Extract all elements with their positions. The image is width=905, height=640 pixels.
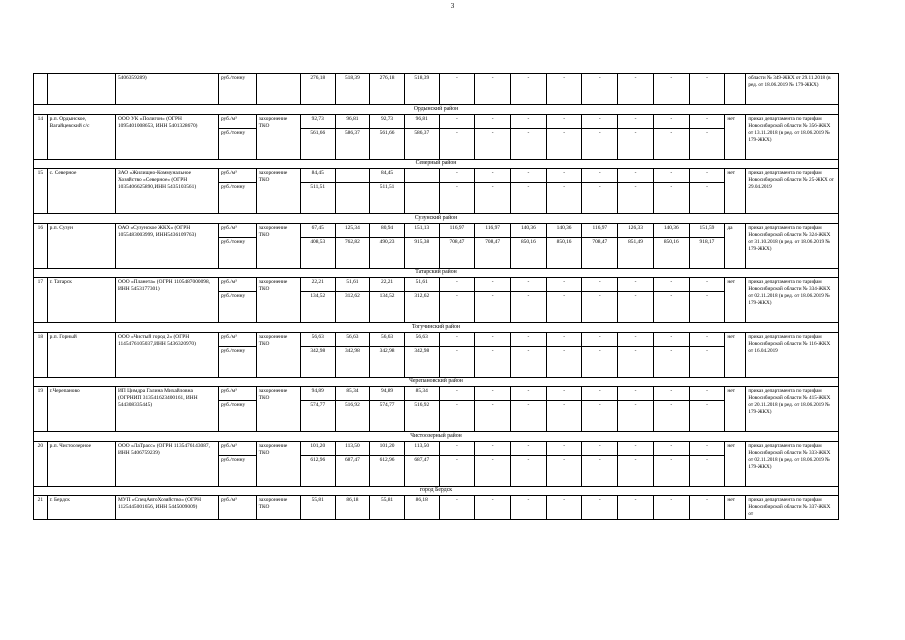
tariff-value: - bbox=[582, 128, 618, 159]
table-row bbox=[34, 441, 839, 455]
locality: р.п. Горный bbox=[47, 332, 115, 377]
tariff-value: - bbox=[618, 387, 654, 401]
unit: руб./тонну bbox=[218, 128, 256, 159]
tariff-value: 113,50 bbox=[404, 441, 439, 455]
tariff-value: 342,98 bbox=[404, 346, 439, 377]
tariff-value: 850,16 bbox=[511, 237, 547, 268]
activity: захоронение ТКО bbox=[256, 278, 300, 323]
locality: г.Черепаново bbox=[47, 387, 115, 432]
legal-basis: приказ департамента по тарифам Новосибирской области № 415-ЖКХ от 20.11.2018 (в ред. от 18.06.2019 № 179-ЖКХ) bbox=[746, 387, 839, 432]
activity bbox=[256, 74, 300, 105]
tariff-value: 86,18 bbox=[404, 496, 439, 520]
tariff-value: - bbox=[439, 387, 475, 401]
tariff-value: 516,92 bbox=[404, 401, 439, 432]
row-number: 17 bbox=[34, 278, 48, 323]
tariff-value: - bbox=[689, 169, 725, 183]
vat: нет bbox=[725, 278, 746, 323]
tariff-value: - bbox=[475, 455, 511, 486]
tariff-value: - bbox=[582, 496, 618, 520]
vat: нет bbox=[725, 441, 746, 486]
tariff-value: - bbox=[439, 278, 475, 292]
row-number: 20 bbox=[34, 441, 48, 486]
tariff-value: 94,89 bbox=[370, 387, 405, 401]
unit: руб./тонну bbox=[218, 74, 256, 105]
locality bbox=[47, 74, 115, 105]
tariff-value: - bbox=[618, 455, 654, 486]
unit: руб./м³ bbox=[218, 169, 256, 183]
vat: нет bbox=[725, 332, 746, 377]
tariff-value: - bbox=[689, 387, 725, 401]
legal-basis: приказ департамента по тарифам Новосибирской области № 334-ЖКХ от 02.11.2018 (в ред. от 18.06.2019 № 179-ЖКХ) bbox=[746, 278, 839, 323]
tariff-value: 511,51 bbox=[300, 183, 335, 214]
tariff-value: 101,20 bbox=[300, 441, 335, 455]
tariff-value: - bbox=[511, 292, 547, 323]
tariff-value: 84,45 bbox=[370, 169, 405, 183]
legal-basis: приказ департамента по тарифам Новосибирской области № 356-ЖКХ от 13.11.2018 (в ред. от 18.06.2019 № 179-ЖКХ) bbox=[746, 114, 839, 159]
tariff-value: 51,61 bbox=[404, 278, 439, 292]
tariff-value: - bbox=[689, 346, 725, 377]
tariff-value: 51,61 bbox=[335, 278, 370, 292]
table-row bbox=[34, 114, 839, 128]
tariff-value: 80,94 bbox=[370, 223, 405, 237]
tariff-value: - bbox=[546, 496, 582, 520]
tariff-value: 708,47 bbox=[439, 237, 475, 268]
tariff-value bbox=[404, 169, 439, 183]
tariff-value: - bbox=[546, 332, 582, 346]
unit: руб./тонну bbox=[218, 183, 256, 214]
tariff-value bbox=[335, 183, 370, 214]
unit: руб./м³ bbox=[218, 332, 256, 346]
tariff-value: 101,20 bbox=[370, 441, 405, 455]
tariff-value: 134,52 bbox=[370, 292, 405, 323]
locality: р.п. Сузун bbox=[47, 223, 115, 268]
tariff-value: - bbox=[546, 169, 582, 183]
legal-basis: приказ департамента по тарифам Новосибирской области № 25-ЖКХ от 29.04.2019 bbox=[746, 169, 839, 214]
tariff-value: - bbox=[582, 74, 618, 105]
tariff-value: - bbox=[511, 169, 547, 183]
tariff-value: 55,81 bbox=[300, 496, 335, 520]
tariff-value: 67,45 bbox=[300, 223, 335, 237]
tariff-value: - bbox=[653, 401, 689, 432]
tariff-value: 125,34 bbox=[335, 223, 370, 237]
tariff-value: - bbox=[653, 346, 689, 377]
activity: захоронение ТКО bbox=[256, 223, 300, 268]
tariff-value: 140,36 bbox=[653, 223, 689, 237]
row-number bbox=[34, 74, 48, 105]
tariff-value: - bbox=[582, 346, 618, 377]
tariff-value: 708,47 bbox=[582, 237, 618, 268]
tariff-value: - bbox=[546, 74, 582, 105]
activity: захоронение ТКО bbox=[256, 496, 300, 520]
tariff-value: 561,66 bbox=[300, 128, 335, 159]
tariff-value: - bbox=[582, 292, 618, 323]
tariff-value: - bbox=[475, 387, 511, 401]
tariff-value: - bbox=[439, 128, 475, 159]
tariff-value: - bbox=[475, 441, 511, 455]
tariff-value: - bbox=[475, 346, 511, 377]
tariff-value: - bbox=[618, 292, 654, 323]
legal-basis: приказ департамента по тарифам Новосибирской области № 337-ЖКХ от bbox=[746, 496, 839, 520]
tariff-value: 574,77 bbox=[300, 401, 335, 432]
tariff-value: 518,39 bbox=[335, 74, 370, 105]
tariff-value: 116,97 bbox=[439, 223, 475, 237]
row-number: 15 bbox=[34, 169, 48, 214]
tariff-value: - bbox=[689, 455, 725, 486]
tariff-value: - bbox=[582, 455, 618, 486]
tariff-value: 85,34 bbox=[404, 387, 439, 401]
table-row bbox=[34, 387, 839, 401]
tariff-value: - bbox=[582, 278, 618, 292]
unit: руб./тонну bbox=[218, 237, 256, 268]
tariff-value: 312,62 bbox=[335, 292, 370, 323]
locality: г. Бердск bbox=[47, 496, 115, 520]
district-name: Северный район bbox=[34, 159, 839, 169]
legal-basis: приказ департамента по тарифам Новосибирской области № 333-ЖКХ от 02.11.2018 (в ред. от 18.06.2019 № 179-ЖКХ) bbox=[746, 441, 839, 486]
tariff-value: 918,17 bbox=[689, 237, 725, 268]
organization: ОАО «Сузунское ЖКХ» (ОГРН 1055483003999, ИНН5436109763) bbox=[115, 223, 218, 268]
tariff-value: - bbox=[475, 74, 511, 105]
tariff-value: - bbox=[475, 401, 511, 432]
tariff-value: - bbox=[439, 401, 475, 432]
tariff-value: - bbox=[475, 496, 511, 520]
tariff-value: 561,66 bbox=[370, 128, 405, 159]
tariff-value: - bbox=[653, 114, 689, 128]
tariff-value: - bbox=[653, 292, 689, 323]
vat bbox=[725, 74, 746, 105]
tariff-value: - bbox=[439, 346, 475, 377]
activity: захоронение ТКО bbox=[256, 169, 300, 214]
tariff-value: 96,81 bbox=[404, 114, 439, 128]
district-header-row bbox=[34, 486, 839, 496]
organization: ЗАО «Жилищно-Коммунальное Хозяйство «Северное» (ОГРН 1035406625890,ИНН 5435103561) bbox=[115, 169, 218, 214]
tariff-value: 408,53 bbox=[300, 237, 335, 268]
tariff-value: 113,50 bbox=[335, 441, 370, 455]
activity: захоронение ТКО bbox=[256, 441, 300, 486]
district-header-row bbox=[34, 268, 839, 278]
tariff-value: 850,16 bbox=[653, 237, 689, 268]
tariff-value: - bbox=[439, 441, 475, 455]
unit: руб./тонну bbox=[218, 401, 256, 432]
legal-basis: области № 349-ЖКХ от 29.11.2018 (в ред. от 18.06.2019 № 179-ЖКХ) bbox=[746, 74, 839, 105]
tariff-value: - bbox=[439, 114, 475, 128]
tariff-value: 56,63 bbox=[370, 332, 405, 346]
district-header-row bbox=[34, 105, 839, 115]
tariff-value bbox=[335, 169, 370, 183]
district-header-row bbox=[34, 214, 839, 224]
organization: ИП Цимдра Галина Михайловна (ОГРНИП 313541623400161, ИНН 544308335445) bbox=[115, 387, 218, 432]
tariff-value: - bbox=[618, 74, 654, 105]
tariff-value: - bbox=[546, 278, 582, 292]
page-number: 3 bbox=[450, 2, 455, 10]
tariff-value: - bbox=[546, 441, 582, 455]
tariff-value: - bbox=[511, 387, 547, 401]
tariff-value: 511,51 bbox=[370, 183, 405, 214]
organization: 5406359289) bbox=[115, 74, 218, 105]
tariff-value: 574,77 bbox=[370, 401, 405, 432]
row-number: 19 bbox=[34, 387, 48, 432]
tariff-value: 22,21 bbox=[370, 278, 405, 292]
tariff-value: - bbox=[653, 278, 689, 292]
tariff-value: 276,18 bbox=[300, 74, 335, 105]
tariff-value: - bbox=[653, 496, 689, 520]
district-name: город Бердск bbox=[34, 486, 839, 496]
tariff-value: - bbox=[439, 74, 475, 105]
tariff-value bbox=[404, 183, 439, 214]
tariff-value: 342,98 bbox=[300, 346, 335, 377]
tariff-value: - bbox=[439, 496, 475, 520]
unit: руб./м³ bbox=[218, 278, 256, 292]
activity: захоронение ТКО bbox=[256, 387, 300, 432]
tariff-value: - bbox=[618, 169, 654, 183]
tariff-value: - bbox=[439, 183, 475, 214]
tariff-value: - bbox=[511, 74, 547, 105]
tariff-value: 96,81 bbox=[335, 114, 370, 128]
tariff-value: - bbox=[653, 169, 689, 183]
vat: нет bbox=[725, 496, 746, 520]
activity: захоронение ТКО bbox=[256, 114, 300, 159]
tariff-value: - bbox=[511, 401, 547, 432]
tariff-value: 586,37 bbox=[335, 128, 370, 159]
tariff-value: - bbox=[653, 387, 689, 401]
tariff-value: - bbox=[582, 387, 618, 401]
tariff-value: - bbox=[475, 278, 511, 292]
tariff-value: - bbox=[546, 292, 582, 323]
tariff-value: 85,34 bbox=[335, 387, 370, 401]
row-number: 14 bbox=[34, 114, 48, 159]
tariff-value: - bbox=[582, 114, 618, 128]
tariff-value: - bbox=[475, 169, 511, 183]
row-number: 16 bbox=[34, 223, 48, 268]
tariff-value: 94,89 bbox=[300, 387, 335, 401]
tariff-value: - bbox=[653, 332, 689, 346]
tariff-value: 116,97 bbox=[582, 223, 618, 237]
tariff-value: - bbox=[546, 401, 582, 432]
tariff-value: - bbox=[689, 441, 725, 455]
district-name: Ордынский район bbox=[34, 105, 839, 115]
tariff-value: 151,59 bbox=[689, 223, 725, 237]
tariff-value: 276,18 bbox=[370, 74, 405, 105]
organization: ООО «Планета» (ОГРН 1105487000098, ИНН 5453177301) bbox=[115, 278, 218, 323]
tariff-value: 342,98 bbox=[370, 346, 405, 377]
tariff-value: - bbox=[546, 128, 582, 159]
tariff-value: - bbox=[511, 346, 547, 377]
tariff-value: - bbox=[582, 169, 618, 183]
tariff-value: 55,81 bbox=[370, 496, 405, 520]
tariff-value: - bbox=[511, 455, 547, 486]
vat: нет bbox=[725, 169, 746, 214]
tariff-value: - bbox=[689, 401, 725, 432]
tariff-value: - bbox=[546, 183, 582, 214]
locality: р.п. Чистоозерное bbox=[47, 441, 115, 486]
tariff-value: 56,63 bbox=[335, 332, 370, 346]
row-number: 18 bbox=[34, 332, 48, 377]
tariff-value: - bbox=[439, 455, 475, 486]
tariff-value: 342,98 bbox=[335, 346, 370, 377]
tariff-value: 56,63 bbox=[300, 332, 335, 346]
tariff-value: - bbox=[689, 114, 725, 128]
unit: руб./тонну bbox=[218, 292, 256, 323]
tariff-value: - bbox=[653, 183, 689, 214]
district-name: Сузунский район bbox=[34, 214, 839, 224]
unit: руб./тонну bbox=[218, 346, 256, 377]
unit: руб./м³ bbox=[218, 114, 256, 128]
tariff-value: - bbox=[511, 114, 547, 128]
organization: ООО «Чистый город 2» (ОГРН 1145476105037,ИНН 5436320970) bbox=[115, 332, 218, 377]
tariff-value: 151,13 bbox=[404, 223, 439, 237]
tariff-value: - bbox=[582, 441, 618, 455]
tariff-value: - bbox=[511, 441, 547, 455]
table-row bbox=[34, 223, 839, 237]
tariff-value: - bbox=[475, 292, 511, 323]
tariff-value: - bbox=[618, 128, 654, 159]
district-header-row bbox=[34, 323, 839, 333]
unit: руб./м³ bbox=[218, 496, 256, 520]
table-row bbox=[34, 278, 839, 292]
tariff-value: - bbox=[689, 278, 725, 292]
vat: да bbox=[725, 223, 746, 268]
tariff-value: - bbox=[439, 169, 475, 183]
row-number: 21 bbox=[34, 496, 48, 520]
tariff-value: - bbox=[439, 332, 475, 346]
tariff-value: - bbox=[618, 496, 654, 520]
unit: руб./м³ bbox=[218, 441, 256, 455]
tariff-value: 92,73 bbox=[370, 114, 405, 128]
tariff-value: 850,16 bbox=[546, 237, 582, 268]
district-name: Татарский район bbox=[34, 268, 839, 278]
tariff-value: - bbox=[546, 346, 582, 377]
tariff-value: 86,18 bbox=[335, 496, 370, 520]
tariff-value: - bbox=[475, 332, 511, 346]
locality: г. Татарск bbox=[47, 278, 115, 323]
tariff-value: 490,23 bbox=[370, 237, 405, 268]
tariff-value: 56,63 bbox=[404, 332, 439, 346]
tariff-value: - bbox=[689, 74, 725, 105]
legal-basis: приказ департамента по тарифам Новосибирской области № 324-ЖКХ от 31.10.2018 (в ред. от 18.06.2019 № 179-ЖКХ) bbox=[746, 223, 839, 268]
tariff-value: 134,52 bbox=[300, 292, 335, 323]
table-row bbox=[34, 332, 839, 346]
tariff-value: - bbox=[618, 278, 654, 292]
table-row bbox=[34, 496, 839, 520]
tariff-value: - bbox=[582, 332, 618, 346]
tariff-value: 518,39 bbox=[404, 74, 439, 105]
organization: ООО «ЛаТрасс» (ОГРН 1135476143087, ИНН 5406759239) bbox=[115, 441, 218, 486]
tariff-value: - bbox=[439, 292, 475, 323]
table-row bbox=[34, 74, 839, 105]
district-header-row bbox=[34, 159, 839, 169]
tariff-value: - bbox=[618, 401, 654, 432]
tariff-value: 140,36 bbox=[546, 223, 582, 237]
district-name: Черепановский район bbox=[34, 377, 839, 387]
tariff-table bbox=[33, 73, 839, 520]
tariff-value: - bbox=[546, 387, 582, 401]
vat: нет bbox=[725, 114, 746, 159]
tariff-value: - bbox=[618, 183, 654, 214]
tariff-value: - bbox=[582, 183, 618, 214]
tariff-value: 140,36 bbox=[511, 223, 547, 237]
tariff-value: - bbox=[689, 292, 725, 323]
table-row bbox=[34, 169, 839, 183]
tariff-value: 708,47 bbox=[475, 237, 511, 268]
tariff-value: - bbox=[689, 183, 725, 214]
legal-basis: приказ департамента по тарифам Новосибирской области № 116-ЖКХ от 16.04.2019 bbox=[746, 332, 839, 377]
tariff-value: - bbox=[511, 496, 547, 520]
tariff-value: - bbox=[511, 278, 547, 292]
tariff-value: 22,21 bbox=[300, 278, 335, 292]
tariff-value: - bbox=[689, 128, 725, 159]
tariff-value: - bbox=[689, 332, 725, 346]
tariff-value: - bbox=[475, 128, 511, 159]
district-name: Тогучинский район bbox=[34, 323, 839, 333]
tariff-value: 84,45 bbox=[300, 169, 335, 183]
activity: захоронение ТКО bbox=[256, 332, 300, 377]
tariff-value: 612,96 bbox=[370, 455, 405, 486]
tariff-value: 116,97 bbox=[475, 223, 511, 237]
tariff-value: - bbox=[511, 332, 547, 346]
tariff-value: - bbox=[475, 114, 511, 128]
tariff-value: 687,47 bbox=[335, 455, 370, 486]
tariff-value: 586,37 bbox=[404, 128, 439, 159]
unit: руб./тонну bbox=[218, 455, 256, 486]
tariff-value: - bbox=[618, 114, 654, 128]
tariff-value: 312,62 bbox=[404, 292, 439, 323]
tariff-value: 687,47 bbox=[404, 455, 439, 486]
locality: с. Северное bbox=[47, 169, 115, 214]
tariff-value: - bbox=[653, 455, 689, 486]
tariff-value: - bbox=[546, 455, 582, 486]
district-header-row bbox=[34, 377, 839, 387]
tariff-value: - bbox=[653, 74, 689, 105]
tariff-value: - bbox=[511, 183, 547, 214]
unit: руб./м³ bbox=[218, 223, 256, 237]
tariff-value: 92,73 bbox=[300, 114, 335, 128]
tariff-value: - bbox=[511, 128, 547, 159]
tariff-value: - bbox=[653, 441, 689, 455]
tariff-value: 851,49 bbox=[618, 237, 654, 268]
organization: ООО УК «Полигон» (ОГРН 1095401008653, ИНН 5401328670) bbox=[115, 114, 218, 159]
tariff-value: 516,92 bbox=[335, 401, 370, 432]
district-name: Чистоозерный район bbox=[34, 432, 839, 442]
tariff-value: 612,96 bbox=[300, 455, 335, 486]
unit: руб./м³ bbox=[218, 387, 256, 401]
organization: МУП «СпецАвтоХозяйство» (ОГРН 1125445001656, ИНН 5445009009) bbox=[115, 496, 218, 520]
tariff-value: 915,38 bbox=[404, 237, 439, 268]
district-header-row bbox=[34, 432, 839, 442]
tariff-value: 126,33 bbox=[618, 223, 654, 237]
locality: р.п. Ордынское, Вагайцевский с/с bbox=[47, 114, 115, 159]
tariff-value: - bbox=[582, 401, 618, 432]
tariff-value: 762,82 bbox=[335, 237, 370, 268]
tariff-value: - bbox=[618, 441, 654, 455]
tariff-value: - bbox=[618, 346, 654, 377]
tariff-value: - bbox=[653, 128, 689, 159]
tariff-value: - bbox=[546, 114, 582, 128]
tariff-value: - bbox=[618, 332, 654, 346]
vat: нет bbox=[725, 387, 746, 432]
tariff-value: - bbox=[689, 496, 725, 520]
tariff-value: - bbox=[475, 183, 511, 214]
